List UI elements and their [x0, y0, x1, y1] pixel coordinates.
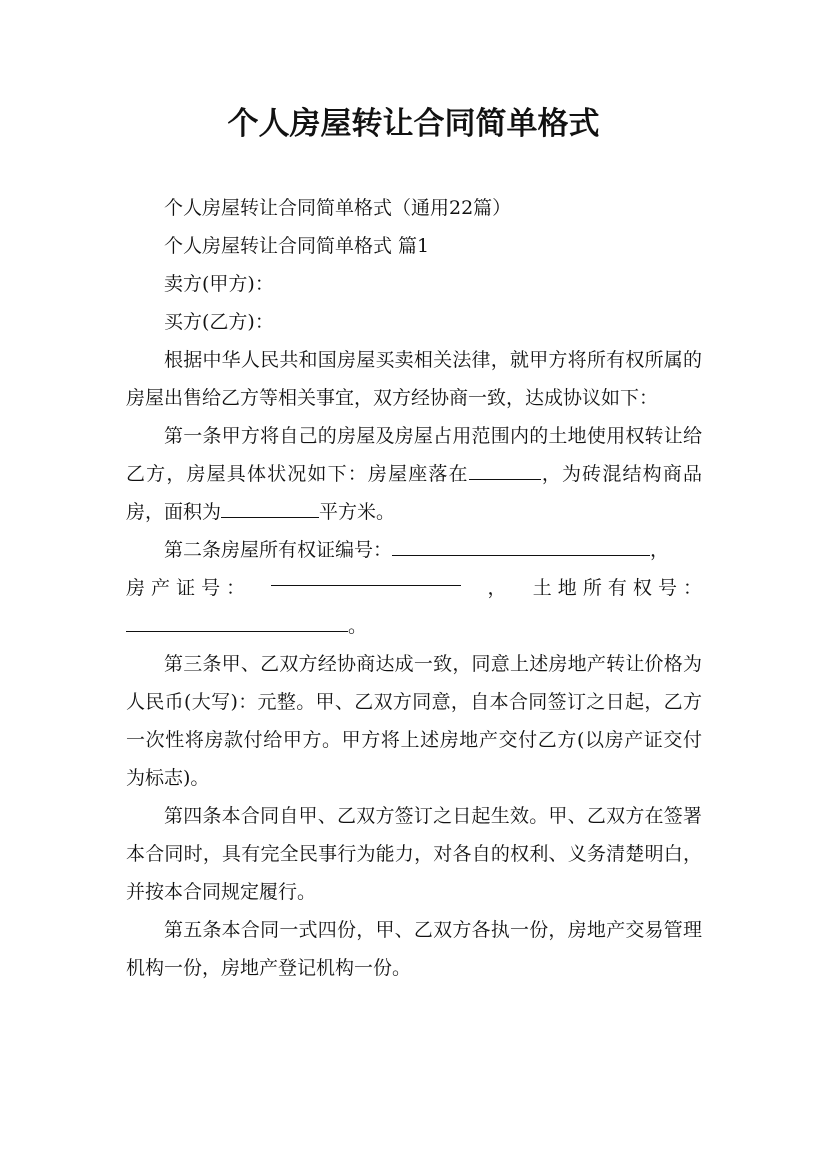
- seller-label: 卖方(甲方)：: [164, 273, 274, 295]
- article-1-text-a: 第一条甲方将自己的房屋及房屋占用范围内的土地使用权转让给乙方，房屋具体状况如下：房屋座落在: [126, 425, 702, 485]
- article-3: 第三条甲、乙双方经协商达成一致，同意上述房地产转让价格为人民币(大写)：元整。甲、乙双方同意，自本合同签订之日起，乙方一次性将房款付给甲方。甲方将上述房地产交付乙方(以房产证交付为标志)。: [126, 653, 702, 789]
- article-2-text-b: ，: [650, 539, 670, 561]
- article-2-separator: ，: [487, 577, 507, 599]
- section-heading: 个人房屋转让合同简单格式 篇1: [164, 235, 430, 257]
- land-label: 土 地 所 有 权 号 ：: [532, 577, 702, 599]
- article-4: 第四条本合同自甲、乙双方签订之日起生效。甲、乙双方在签署本合同时，具有完全民事行为能力，对各自的权利、义务清楚明白，并按本合同规定履行。: [126, 805, 702, 903]
- document-body: [126, 189, 702, 987]
- article-2-end: 。: [348, 615, 368, 637]
- location-blank: [469, 463, 541, 480]
- property-cert-blank: [271, 569, 461, 586]
- article-1-text-c: 平方米。: [319, 501, 396, 523]
- article-2-line-2: [126, 569, 702, 607]
- document-title: 个人房屋转让合同简单格式: [227, 106, 600, 142]
- article-1-text-b: ，为砖混结构商品房，面积为: [126, 463, 702, 523]
- article-5: 第五条本合同一式四份，甲、乙双方各执一份，房地产交易管理机构一份，房地产登记机构一份。: [126, 919, 702, 979]
- document-subtitle: 个人房屋转让合同简单格式（通用22篇）: [164, 197, 512, 219]
- article-1: [126, 417, 702, 531]
- article-2-line-3: [126, 607, 702, 645]
- article-2-text-a: 第二条房屋所有权证编号：: [164, 539, 393, 561]
- area-blank: [221, 501, 319, 518]
- buyer-label: 买方(乙方)：: [164, 311, 274, 333]
- intro-paragraph: 根据中华人民共和国房屋买卖相关法律，就甲方将所有权所属的房屋出售给乙方等相关事宜，双方经协商一致，达成协议如下：: [126, 349, 702, 409]
- article-2: [126, 531, 702, 569]
- land-right-blank: [126, 615, 348, 632]
- cert-label: 房 产 证 号 ：: [126, 577, 246, 599]
- ownership-cert-blank: [392, 539, 650, 556]
